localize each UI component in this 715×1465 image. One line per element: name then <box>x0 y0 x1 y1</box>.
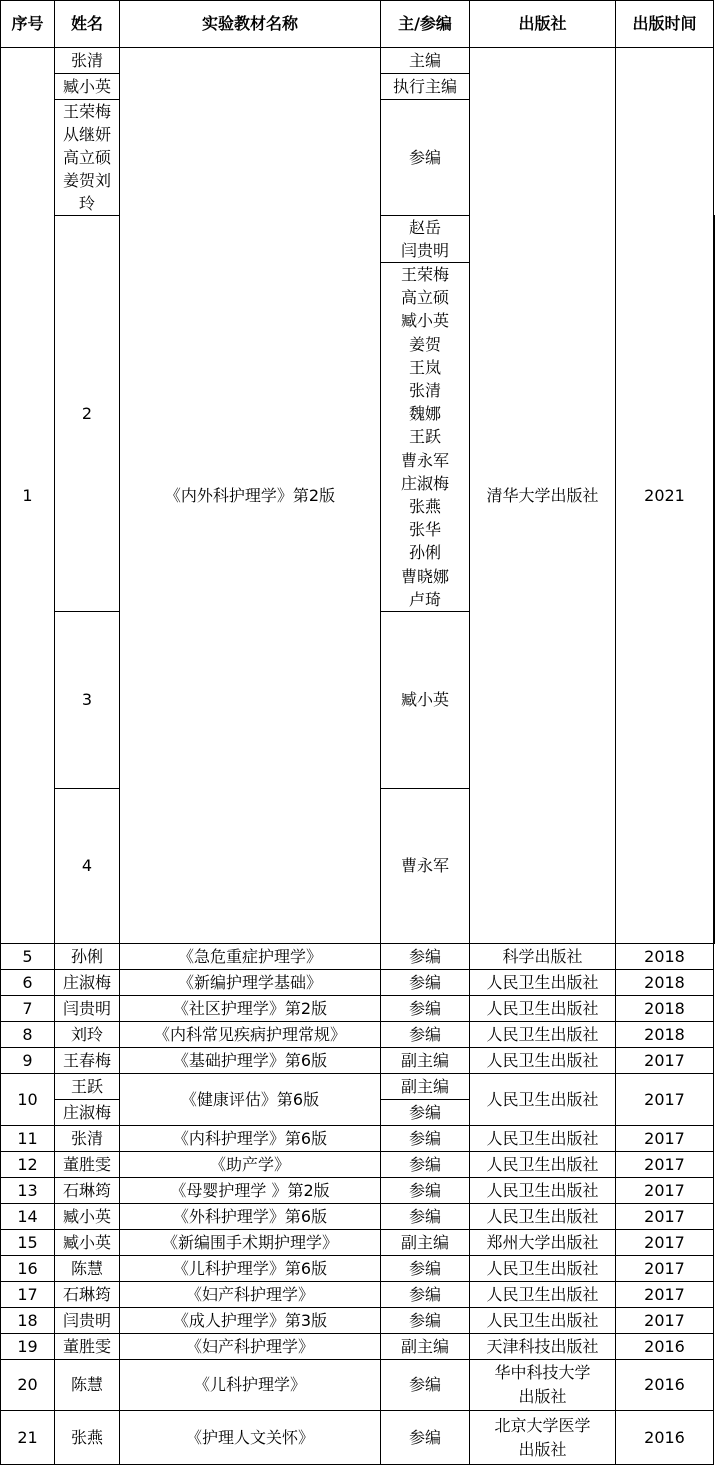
row-name: 董胜雯 <box>55 1152 120 1178</box>
name-line: 王荣梅 <box>381 263 469 286</box>
row-role: 参编 <box>381 944 470 970</box>
row-name: 臧小英 <box>55 1204 120 1230</box>
table-row <box>1 1256 715 1282</box>
table-row <box>1 944 715 970</box>
name-line: 姜贺刘 <box>55 169 119 192</box>
row-role: 参编 <box>381 1152 470 1178</box>
row-year: 2017 <box>616 1230 714 1256</box>
row-index: 16 <box>1 1256 55 1282</box>
table-row <box>1 996 715 1022</box>
row-index: 10 <box>1 1074 55 1126</box>
row-role: 参编 <box>381 1204 470 1230</box>
row-role: 参编 <box>381 1360 470 1411</box>
row-publisher: 清华大学出版社 <box>470 48 616 944</box>
row-index: 7 <box>1 996 55 1022</box>
table-row <box>1 1152 715 1178</box>
name-line: 高立硕 <box>381 286 469 309</box>
row-role: 执行主编 <box>381 74 470 100</box>
row-name: 闫贵明 <box>55 996 120 1022</box>
row-year: 2016 <box>616 1334 714 1360</box>
row-index: 3 <box>55 612 120 789</box>
table-row <box>1 1204 715 1230</box>
row-textbook: 《内科护理学》第6版 <box>120 1126 381 1152</box>
row-publisher: 郑州大学出版社 <box>470 1230 616 1256</box>
table-row <box>1 1178 715 1204</box>
name-line: 玲 <box>55 192 119 215</box>
row-name <box>381 216 470 263</box>
row-publisher: 人民卫生出版社 <box>470 1256 616 1282</box>
row-index: 8 <box>1 1022 55 1048</box>
row-year: 2017 <box>616 1256 714 1282</box>
row-name: 陈慧 <box>55 1256 120 1282</box>
header-publisher: 出版社 <box>470 1 616 48</box>
row-year: 2016 <box>616 1360 714 1411</box>
publisher-line: 出版社 <box>470 1385 615 1409</box>
row-role: 参编 <box>381 1256 470 1282</box>
table-row <box>1 1360 715 1411</box>
row-textbook: 《基础护理学》第6版 <box>120 1048 381 1074</box>
row-year: 2017 <box>616 1152 714 1178</box>
row-role: 副主编 <box>381 1048 470 1074</box>
row-name: 王春梅 <box>55 1048 120 1074</box>
row-year: 2016 <box>616 1411 714 1465</box>
table-row <box>1 1048 715 1074</box>
name-line: 王跃 <box>381 425 469 448</box>
row-role: 参编 <box>381 1308 470 1334</box>
row-name: 臧小英 <box>55 1230 120 1256</box>
header-role: 主/参编 <box>381 1 470 48</box>
publisher-line: 华中科技大学 <box>470 1361 615 1385</box>
row-role: 参编 <box>381 1282 470 1308</box>
row-role: 副主编 <box>381 1074 470 1100</box>
row-publisher: 人民卫生出版社 <box>470 1126 616 1152</box>
row-textbook: 《新编围手术期护理学》 <box>120 1230 381 1256</box>
row-index: 15 <box>1 1230 55 1256</box>
row-name: 曹永军 <box>381 789 470 944</box>
row-textbook: 《助产学》 <box>120 1152 381 1178</box>
row-publisher: 天津科技出版社 <box>470 1334 616 1360</box>
row-name <box>55 100 120 216</box>
row-name: 张清 <box>55 1126 120 1152</box>
row-year: 2017 <box>616 1048 714 1074</box>
row-year: 2018 <box>616 970 714 996</box>
row-role: 参编 <box>381 1100 470 1126</box>
row-publisher <box>470 1411 616 1465</box>
row-index: 1 <box>1 48 55 944</box>
name-line: 从继妍 <box>55 123 119 146</box>
row-year: 2017 <box>616 1308 714 1334</box>
row-textbook: 《母婴护理学 》第2版 <box>120 1178 381 1204</box>
row-role: 参编 <box>381 970 470 996</box>
header-textbook: 实验教材名称 <box>120 1 381 48</box>
row-name: 董胜雯 <box>55 1334 120 1360</box>
row-role: 参编 <box>381 1178 470 1204</box>
row-name: 石琳筠 <box>55 1178 120 1204</box>
row-publisher: 人民卫生出版社 <box>470 1048 616 1074</box>
row-year: 2017 <box>616 1178 714 1204</box>
name-line: 王岚 <box>381 356 469 379</box>
name-line: 赵岳 <box>381 216 469 239</box>
row-role: 副主编 <box>381 1230 470 1256</box>
name-line: 孙俐 <box>381 541 469 564</box>
row-publisher: 人民卫生出版社 <box>470 1152 616 1178</box>
name-line: 魏娜 <box>381 402 469 425</box>
table-row <box>1 1308 715 1334</box>
row-textbook: 《儿科护理学》第6版 <box>120 1256 381 1282</box>
table-row <box>1 1074 715 1100</box>
table-row <box>1 1126 715 1152</box>
row-index: 13 <box>1 1178 55 1204</box>
row-name: 孙俐 <box>55 944 120 970</box>
header-name: 姓名 <box>55 1 120 48</box>
row-textbook: 《儿科护理学》 <box>120 1360 381 1411</box>
row-textbook: 《外科护理学》第6版 <box>120 1204 381 1230</box>
row-index: 12 <box>1 1152 55 1178</box>
row-textbook: 《妇产科护理学》 <box>120 1334 381 1360</box>
header-row <box>1 1 715 48</box>
row-index: 20 <box>1 1360 55 1411</box>
row-name: 陈慧 <box>55 1360 120 1411</box>
table-row <box>1 1411 715 1465</box>
row-name: 闫贵明 <box>55 1308 120 1334</box>
row-textbook: 《护理人文关怀》 <box>120 1411 381 1465</box>
table-row <box>1 48 715 74</box>
row-year: 2017 <box>616 1074 714 1126</box>
row-publisher: 人民卫生出版社 <box>470 1204 616 1230</box>
row-textbook: 《急危重症护理学》 <box>120 944 381 970</box>
row-name: 臧小英 <box>55 74 120 100</box>
row-year: 2018 <box>616 996 714 1022</box>
row-index: 9 <box>1 1048 55 1074</box>
row-year: 2018 <box>616 944 714 970</box>
row-year: 2021 <box>616 48 714 944</box>
row-name: 臧小英 <box>381 612 470 789</box>
row-role: 参编 <box>381 1126 470 1152</box>
row-index: 18 <box>1 1308 55 1334</box>
name-line: 臧小英 <box>381 309 469 332</box>
row-textbook: 《社区护理学》第2版 <box>120 996 381 1022</box>
table-row <box>1 1334 715 1360</box>
row-year: 2018 <box>616 1022 714 1048</box>
name-line: 卢琦 <box>381 588 469 611</box>
name-line: 曹晓娜 <box>381 565 469 588</box>
row-index: 6 <box>1 970 55 996</box>
row-publisher: 人民卫生出版社 <box>470 996 616 1022</box>
name-line: 闫贵明 <box>381 239 469 262</box>
row-index: 17 <box>1 1282 55 1308</box>
row-role: 主编 <box>381 48 470 74</box>
row-role: 副主编 <box>381 1334 470 1360</box>
row-textbook: 《成人护理学》第3版 <box>120 1308 381 1334</box>
table-row <box>1 1022 715 1048</box>
row-publisher: 科学出版社 <box>470 944 616 970</box>
table-row <box>1 970 715 996</box>
row-name: 刘玲 <box>55 1022 120 1048</box>
name-line: 王荣梅 <box>55 100 119 123</box>
row-role: 参编 <box>381 1022 470 1048</box>
table-row <box>1 1230 715 1256</box>
publisher-line: 出版社 <box>470 1438 615 1462</box>
row-textbook: 《新编护理学基础》 <box>120 970 381 996</box>
row-index: 19 <box>1 1334 55 1360</box>
publisher-line: 北京大学医学 <box>470 1414 615 1438</box>
row-name: 王跃 <box>55 1074 120 1100</box>
row-year: 2017 <box>616 1126 714 1152</box>
row-index: 21 <box>1 1411 55 1465</box>
row-name <box>381 263 470 612</box>
row-role: 参编 <box>381 100 470 216</box>
row-index: 2 <box>55 216 120 612</box>
row-publisher: 人民卫生出版社 <box>470 1022 616 1048</box>
row-index: 14 <box>1 1204 55 1230</box>
row-role: 参编 <box>381 996 470 1022</box>
name-line: 张清 <box>381 379 469 402</box>
row-index: 11 <box>1 1126 55 1152</box>
row-publisher: 人民卫生出版社 <box>470 1074 616 1126</box>
table-row <box>1 1282 715 1308</box>
name-line: 高立硕 <box>55 146 119 169</box>
row-publisher: 人民卫生出版社 <box>470 1178 616 1204</box>
name-line: 庄淑梅 <box>381 472 469 495</box>
row-textbook: 《内科常见疾病护理常规》 <box>120 1022 381 1048</box>
row-textbook: 《健康评估》第6版 <box>120 1074 381 1126</box>
name-line: 张华 <box>381 518 469 541</box>
name-line: 姜贺 <box>381 333 469 356</box>
row-name: 石琳筠 <box>55 1282 120 1308</box>
header-index: 序号 <box>1 1 55 48</box>
row-year: 2017 <box>616 1204 714 1230</box>
row-publisher <box>470 1360 616 1411</box>
row-name: 张燕 <box>55 1411 120 1465</box>
row-textbook: 《妇产科护理学》 <box>120 1282 381 1308</box>
row-index: 5 <box>1 944 55 970</box>
row-name: 庄淑梅 <box>55 1100 120 1126</box>
header-year: 出版时间 <box>616 1 714 48</box>
row-index: 4 <box>55 789 120 944</box>
row-publisher: 人民卫生出版社 <box>470 970 616 996</box>
row-publisher: 人民卫生出版社 <box>470 1282 616 1308</box>
row-year: 2017 <box>616 1282 714 1308</box>
row-name: 张清 <box>55 48 120 74</box>
name-line: 张燕 <box>381 495 469 518</box>
row-publisher: 人民卫生出版社 <box>470 1308 616 1334</box>
row-role: 参编 <box>381 1411 470 1465</box>
row-name: 庄淑梅 <box>55 970 120 996</box>
name-line: 曹永军 <box>381 449 469 472</box>
row-textbook: 《内外科护理学》第2版 <box>120 48 381 944</box>
